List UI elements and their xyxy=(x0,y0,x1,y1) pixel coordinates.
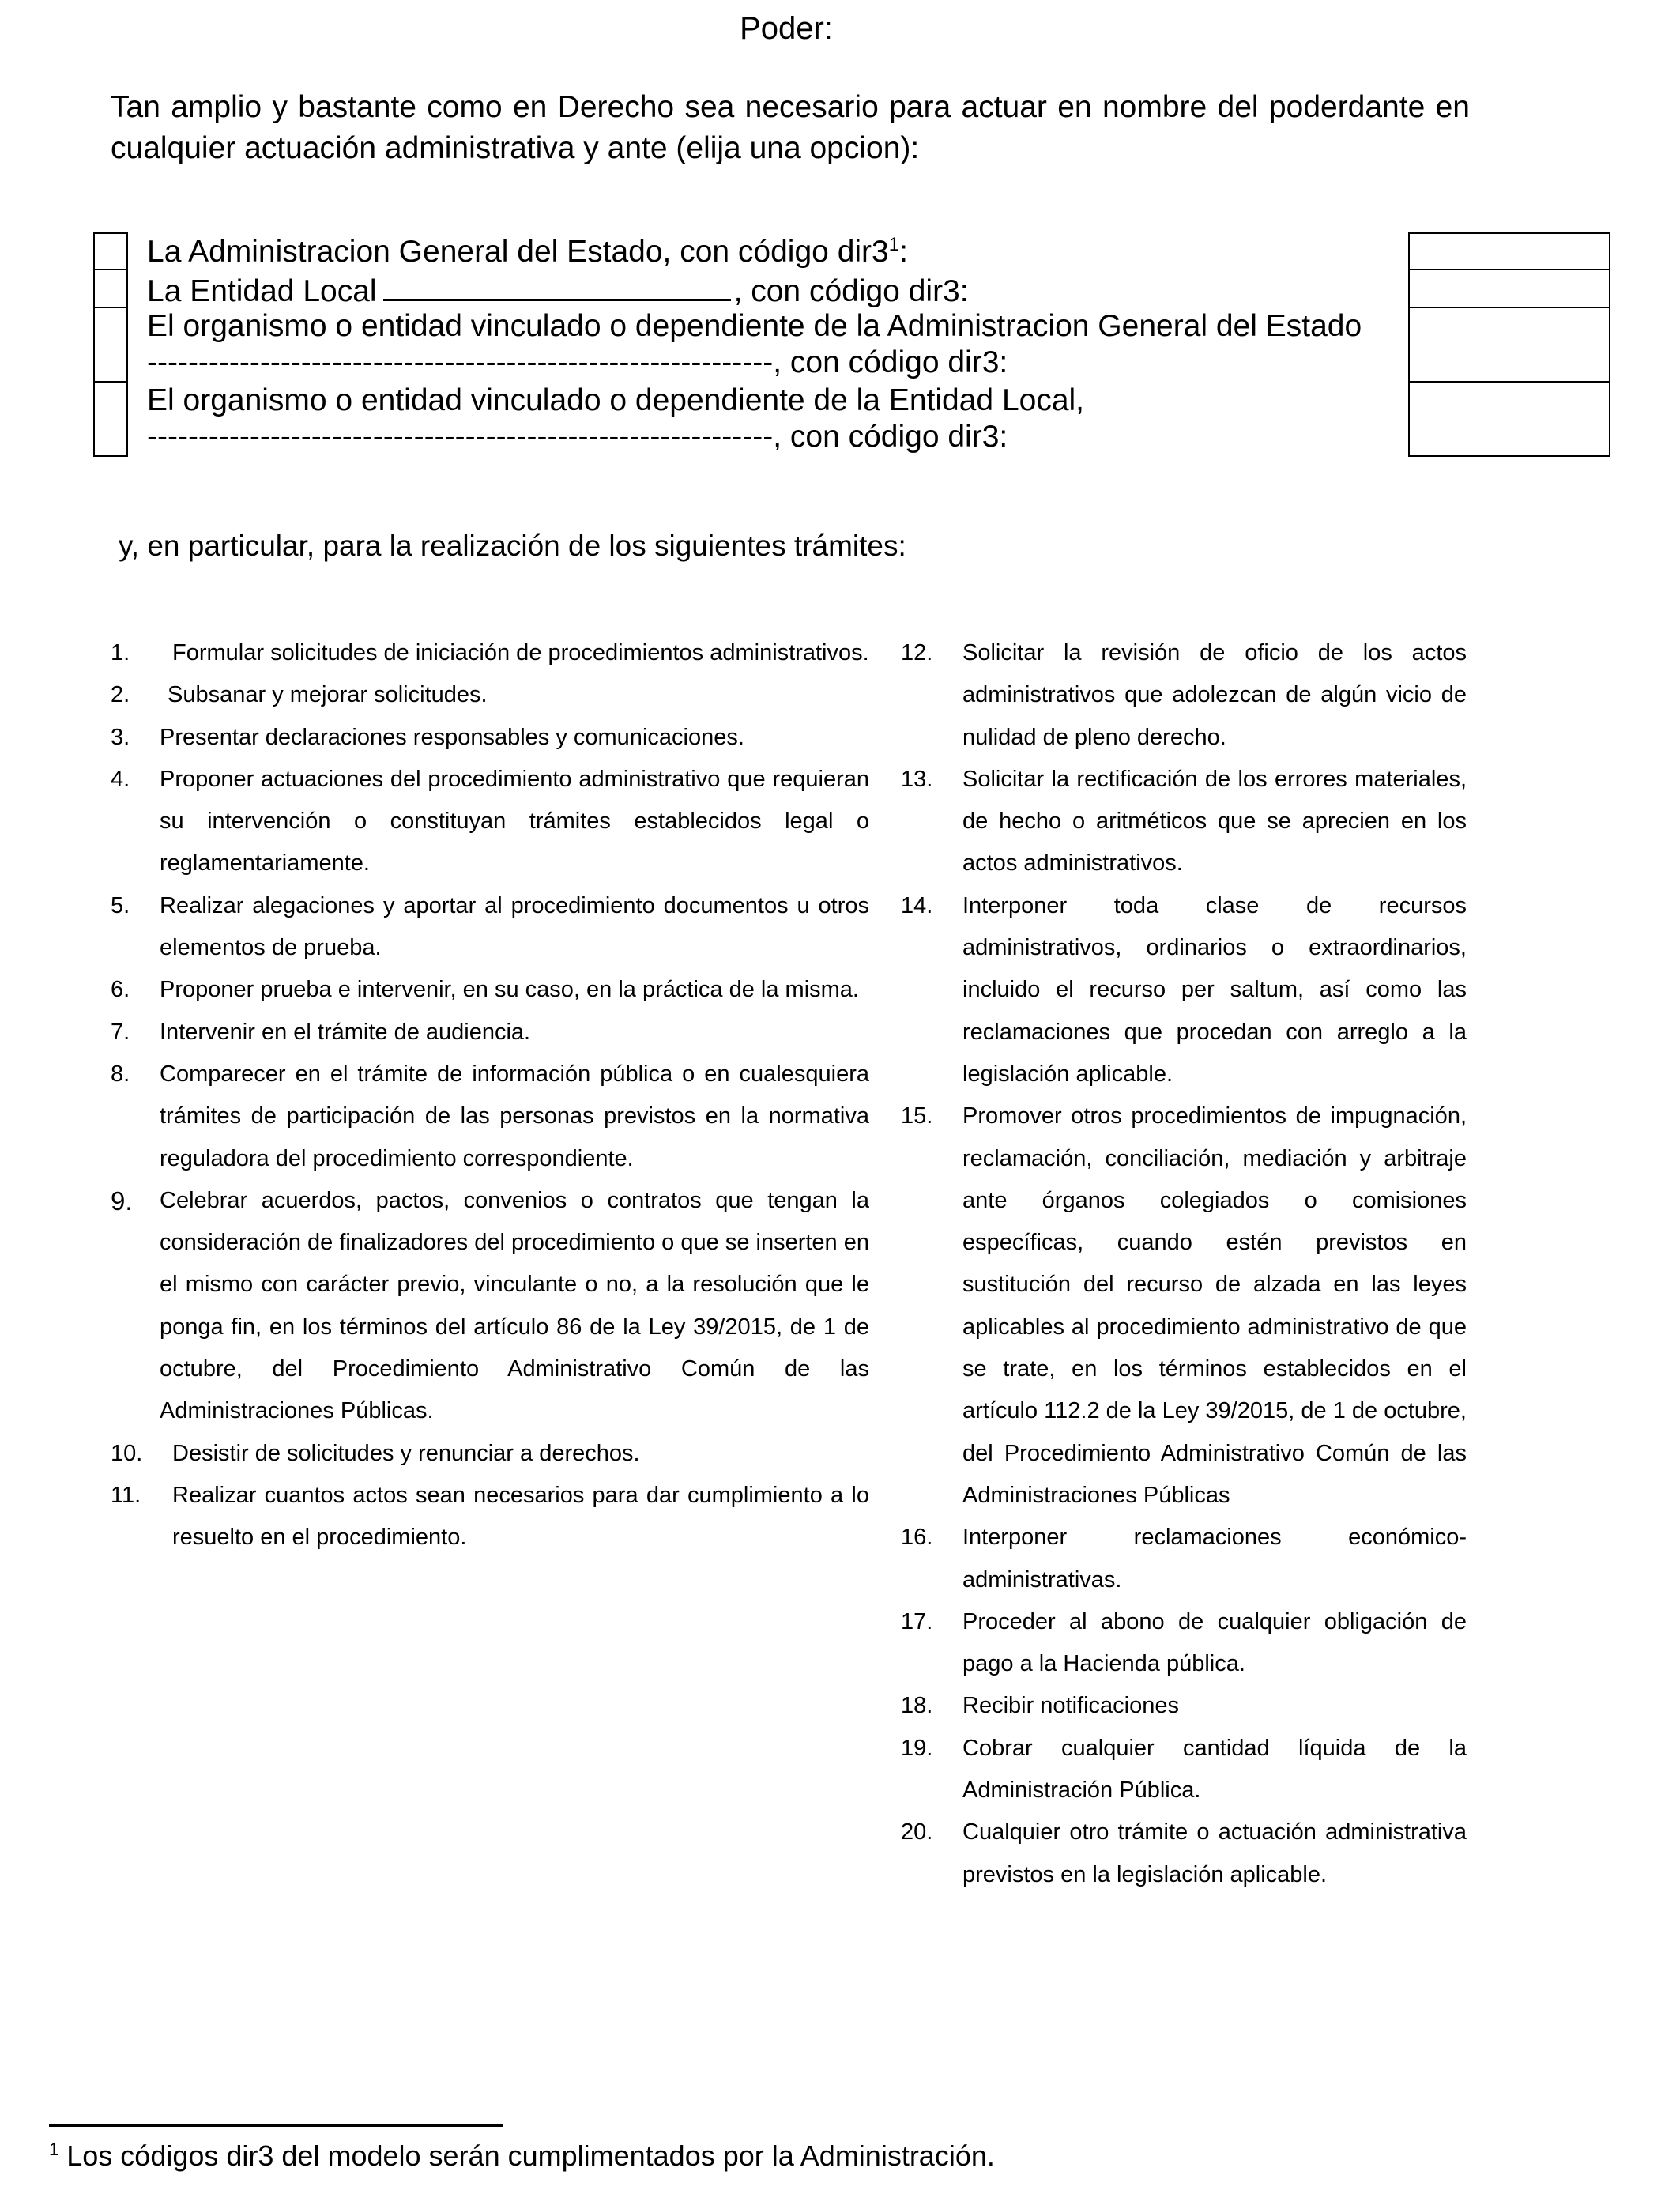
item-number: 6. xyxy=(111,977,130,1003)
option-organismo-local-blank[interactable]: -------------------------------------------------------------, con código dir3: xyxy=(147,420,1008,454)
item-number: 11. xyxy=(111,1482,141,1508)
item-text: Interponer toda clase de recursos administrativos, ordinarios o extraordinarios, incluido el recurso per saltum, así como las reclamaciones que procedan con arreglo a la legislación aplicable. xyxy=(962,892,1467,1087)
item-text: Solicitar la rectificación de los errores materiales, de hecho o aritméticos que se aprecien en los actos administrativos. xyxy=(962,766,1467,876)
item-number: 13. xyxy=(901,766,933,792)
item-number: 10. xyxy=(111,1440,143,1466)
list-item xyxy=(901,1811,1467,1896)
item-text: Solicitar la revisión de oficio de los actos administrativos que adolezcan de algún vicio de nulidad de pleno derecho. xyxy=(962,640,1467,750)
item-number: 18. xyxy=(901,1693,933,1719)
tramites-list-left xyxy=(111,632,869,1559)
page-title: Poder: xyxy=(740,11,833,46)
item-number: 19. xyxy=(901,1735,933,1761)
list-item xyxy=(901,1728,1467,1812)
footnote-marker: 1 xyxy=(49,2139,59,2159)
footnote-separator xyxy=(49,2124,503,2127)
option-entidad-local-suffix: , con código dir3: xyxy=(733,274,969,308)
item-text: Proceder al abono de cualquier obligación de pago a la Hacienda pública. xyxy=(962,1608,1467,1677)
option-age-colon: : xyxy=(899,235,908,269)
tramites-list-right xyxy=(901,632,1467,1896)
footnote-ref: 1 xyxy=(888,234,900,255)
item-text: Desistir de solicitudes y renunciar a derechos. xyxy=(172,1440,640,1466)
item-text: Celebrar acuerdos, pactos, convenios o contratos que tengan la consideración de finalizadores del procedimiento o que se inserten en el mismo con carácter previo, vinculante o no, a la resolución que le ponga fin, en los términos del artículo 86 de la Ley 39/2015, de 1 de octubre, del Procedimiento Administrativo Común de las Administraciones Públicas. xyxy=(160,1187,869,1424)
item-text: Interponer reclamaciones económico-administrativas. xyxy=(962,1525,1467,1593)
list-item xyxy=(111,632,869,674)
item-number: 1. xyxy=(111,640,130,665)
dir3-code-field-entidad-local[interactable] xyxy=(1408,269,1610,308)
list-item xyxy=(901,632,1467,759)
list-item xyxy=(901,1095,1467,1517)
item-text: Cualquier otro trámite o actuación administrativa previstos en la legislación aplicable. xyxy=(962,1819,1467,1887)
item-text: Realizar cuantos actos sean necesarios para dar cumplimiento a lo resuelto en el procedimiento. xyxy=(172,1482,869,1551)
list-item xyxy=(111,885,869,970)
item-number: 15. xyxy=(901,1103,933,1129)
list-item xyxy=(111,717,869,759)
item-number: 17. xyxy=(901,1608,933,1634)
item-number: 20. xyxy=(901,1819,933,1845)
option-organismo-age-blank[interactable]: -------------------------------------------------------------, con código dir3: xyxy=(147,345,1008,379)
list-item xyxy=(111,1433,869,1475)
item-number: 4. xyxy=(111,766,130,792)
checkbox-age[interactable] xyxy=(93,232,128,270)
list-item xyxy=(901,1517,1467,1601)
checkbox-entidad-local[interactable] xyxy=(93,269,128,308)
item-text: Intervenir en el trámite de audiencia. xyxy=(160,1019,531,1045)
option-organismo-age-label: El organismo o entidad vinculado o dependiente de la Administracion General del Estado xyxy=(147,309,1362,343)
item-number: 12. xyxy=(901,640,933,665)
list-item xyxy=(901,885,1467,1095)
item-text: Proponer actuaciones del procedimiento administrativo que requieran su intervención o constituyan trámites establecidos legal o reglamentariamente. xyxy=(160,766,869,876)
option-entidad-local xyxy=(147,270,969,310)
item-text: Presentar declaraciones responsables y comunicaciones. xyxy=(160,724,744,750)
footnote-text: Los códigos dir3 del modelo serán cumplimentados por la Administración. xyxy=(58,2139,995,2172)
item-number: 14. xyxy=(901,892,933,918)
item-number: 3. xyxy=(111,724,130,750)
option-organismo-local-line2 xyxy=(147,419,1008,455)
option-organismo-local xyxy=(147,383,1084,419)
option-organismo-age-line2 xyxy=(147,345,1008,381)
item-text: Subsanar y mejorar solicitudes. xyxy=(168,682,488,708)
dir3-code-field-organismo-age[interactable] xyxy=(1408,307,1610,383)
option-organismo-local-label: El organismo o entidad vinculado o dependiente de la Entidad Local, xyxy=(147,383,1085,417)
list-item xyxy=(111,1475,869,1559)
item-number: 16. xyxy=(901,1525,933,1551)
option-organismo-age xyxy=(147,308,1362,345)
dir3-code-field-organismo-local[interactable] xyxy=(1408,381,1610,457)
option-age xyxy=(147,234,908,270)
list-item xyxy=(111,969,869,1011)
intro-paragraph: Tan amplio y bastante como en Derecho sea necesario para actuar en nombre del poderdante en cualquier actuación administrativa y ante (elija una opcion): xyxy=(111,90,1470,165)
item-text: Recibir notificaciones xyxy=(962,1693,1180,1719)
item-text: Cobrar cualquier cantidad líquida de la Administración Pública. xyxy=(962,1735,1467,1804)
item-number: 5. xyxy=(111,892,130,918)
entidad-local-name-field[interactable] xyxy=(383,270,731,301)
list-item xyxy=(111,1180,869,1433)
checkbox-organismo-local[interactable] xyxy=(93,381,128,457)
list-item xyxy=(901,1601,1467,1686)
list-item xyxy=(111,759,869,885)
footnote xyxy=(49,2139,995,2173)
checkbox-organismo-age[interactable] xyxy=(93,307,128,383)
dir3-code-field-age[interactable] xyxy=(1408,232,1610,270)
item-number: 9. xyxy=(111,1186,133,1216)
tramites-heading: y, en particular, para la realización de los siguientes trámites: xyxy=(119,530,906,562)
item-text: Realizar alegaciones y aportar al procedimiento documentos u otros elementos de prueba. xyxy=(160,892,869,961)
list-item xyxy=(111,1054,869,1180)
list-item xyxy=(111,674,869,716)
list-item xyxy=(111,1012,869,1054)
list-item xyxy=(901,759,1467,885)
item-text: Comparecer en el trámite de información pública o en cualesquiera trámites de participación de las personas previstos en la normativa reguladora del procedimiento correspondiente. xyxy=(160,1061,869,1171)
item-text: Formular solicitudes de iniciación de procedimientos administrativos. xyxy=(172,640,869,665)
item-number: 7. xyxy=(111,1019,130,1045)
option-age-label: La Administracion General del Estado, con código dir3 xyxy=(147,235,889,269)
list-item xyxy=(901,1685,1467,1727)
item-text: Promover otros procedimientos de impugnación, reclamación, conciliación, mediación y arbitraje ante órganos colegiados o comisiones específicas, cuando estén previstos en sustitución del recurso de alzada en las leyes aplicables al procedimiento administrativo de que se trate, en los términos establecidos en el artículo 112.2 de la Ley 39/2015, de 1 de octubre, del Procedimiento Administrativo Común de las Administraciones Públicas xyxy=(962,1103,1467,1508)
option-entidad-local-label: La Entidad Local xyxy=(147,274,377,308)
item-number: 2. xyxy=(111,682,130,708)
item-number: 8. xyxy=(111,1061,130,1087)
item-text: Proponer prueba e intervenir, en su caso, en la práctica de la misma. xyxy=(160,977,859,1003)
